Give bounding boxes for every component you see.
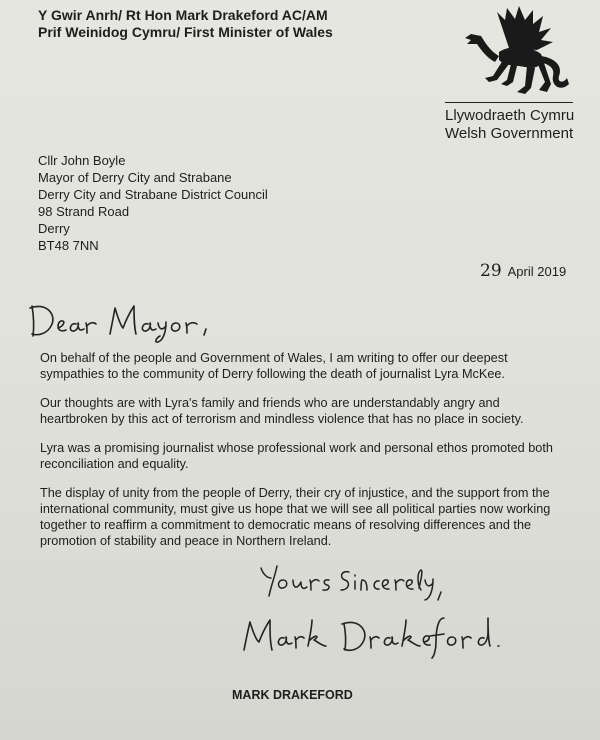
body-paragraph: On behalf of the people and Government of Wales, I am writing to offer our deepest sympathies to the community of Derry following the death of journalist Lyra McKee. (40, 351, 508, 381)
logo-welsh-name: Llywodraeth Cymru (445, 107, 575, 124)
signatory-name: MARK DRAKEFORD (232, 688, 353, 702)
address-line: Derry City and Strabane District Council (38, 187, 268, 202)
welsh-dragon-icon (459, 6, 571, 98)
logo-english-name: Welsh Government (445, 125, 574, 142)
salutation-handwritten (24, 296, 244, 346)
address-line: Cllr John Boyle (38, 153, 126, 168)
recipient-address (38, 152, 268, 254)
address-line: 98 Strand Road (38, 204, 130, 219)
body-paragraph: Our thoughts are with Lyra's family and friends who are understandably angry and heartbroken by this act of terrorism and mindless violence that has no place in society. (40, 396, 524, 426)
date-month-year: April 2019 (507, 264, 567, 279)
date-day: 29 (480, 261, 502, 281)
closing-handwritten (255, 562, 455, 604)
signature-handwritten (238, 612, 508, 660)
letter-body (40, 350, 570, 562)
welsh-government-logo (445, 6, 595, 143)
body-paragraph: The display of unity from the people of Derry, their cry of injustice, and the support from the international community, must give us hope that we will see all political parties now working together to reaffirm a commitment to democratic means of resolving differences and the promotion of stability and peace in Northern Ireland. (40, 486, 551, 548)
sender-title: Y Gwir Anrh/ Rt Hon Mark Drakeford AC/AM (38, 7, 328, 23)
address-line: BT48 7NN (38, 238, 99, 253)
letter-date (480, 261, 566, 281)
letterhead-sender (38, 7, 333, 41)
logo-divider (445, 102, 573, 103)
address-line: Derry (38, 221, 70, 236)
address-line: Mayor of Derry City and Strabane (38, 170, 232, 185)
sender-role: Prif Weinidog Cymru/ First Minister of Wales (38, 24, 333, 40)
body-paragraph: Lyra was a promising journalist whose professional work and personal ethos promoted both reconciliation and equality. (40, 441, 553, 471)
